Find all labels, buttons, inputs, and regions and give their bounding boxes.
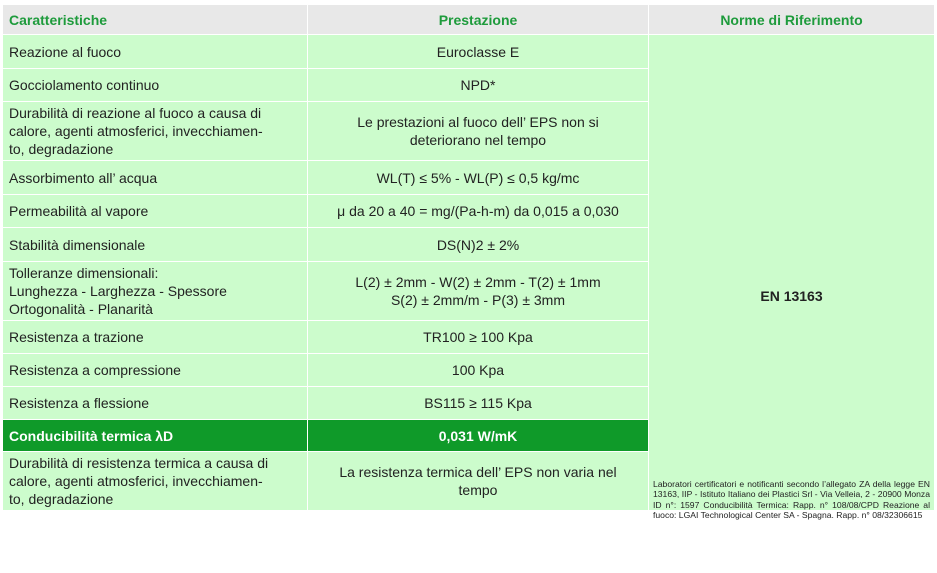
characteristic-text: Durabilità di reazione al fuoco a causa di: [9, 105, 262, 121]
table-body: [3, 35, 935, 521]
characteristic-cell: [3, 228, 308, 262]
characteristic-text: Permeabilità al vapore: [9, 203, 149, 219]
standards-cell: [649, 35, 935, 521]
characteristic-text: Reazione al fuoco: [9, 43, 122, 60]
performance-cell: [308, 420, 649, 452]
performance-text: Euroclasse E: [436, 43, 520, 60]
characteristic-cell: [3, 69, 308, 102]
characteristic-text: Resistenza a compressione: [9, 362, 181, 378]
characteristic-text: Lunghezza - Larghezza - Spessore: [9, 283, 227, 299]
performance-cell: [308, 102, 649, 161]
performance-text: La resistenza termica dell’ EPS non varia nel: [339, 464, 617, 480]
performance-text: WL(T) ≤ 5% - WL(P) ≤ 0,5 kg/mc: [376, 169, 580, 186]
header-standards: Norme di Riferimento: [649, 5, 935, 35]
characteristic-cell: [3, 452, 308, 511]
table-header-row: [3, 5, 935, 35]
specifications-table: [2, 4, 935, 521]
standard-name: EN 13163: [760, 288, 823, 304]
characteristic-cell: [3, 262, 308, 321]
performance-text: TR100 ≥ 100 Kpa: [423, 329, 533, 345]
performance-text: NPD*: [460, 77, 496, 93]
performance-cell: [308, 262, 649, 321]
characteristic-text: Conducibilità termica λD: [9, 427, 174, 444]
performance-cell: [308, 354, 649, 387]
characteristic-text: Tolleranze dimensionali:: [9, 265, 159, 281]
characteristic-cell: [3, 420, 308, 452]
characteristic-text: Gocciolamento continuo: [9, 77, 160, 93]
performance-text: L(2) ± 2mm - W(2) ± 2mm - T(2) ± 1mm: [355, 274, 601, 290]
characteristic-text: calore, agenti atmosferici, invecchiamen-: [9, 123, 263, 139]
performance-text: μ da 20 a 40 = mg/(Pa-h-m) da 0,015 a 0,030: [337, 203, 619, 219]
performance-cell: [308, 321, 649, 354]
characteristic-cell: [3, 387, 308, 420]
characteristic-text: to, degradazione: [9, 491, 114, 507]
certification-note: Laboratori certificatori e notificanti secondo l’allegato ZA della legge EN 13163, IIP - Istituto Italiano dei Plastici Srl - Via Velleia, 2 - 20900 Monza ID n°: 1597 Conducibilità Termica: Rapp. n° 108/08/CPD Reazione al fuoco: LGAI Technological Center SA - Spagna. Rapp. n° 08/32306615: [653, 479, 930, 521]
characteristic-cell: [3, 35, 308, 69]
table-row: [3, 35, 935, 69]
characteristic-text: Resistenza a flessione: [9, 395, 150, 411]
header-performance: Prestazione: [308, 5, 649, 35]
characteristic-text: Ortogonalità - Planarità: [9, 301, 153, 317]
performance-text: Le prestazioni al fuoco dell’ EPS non si: [357, 114, 599, 130]
performance-cell: [308, 228, 649, 262]
performance-text: tempo: [458, 482, 498, 498]
performance-cell: [308, 161, 649, 195]
characteristic-text: Stabilità dimensionale: [9, 236, 146, 253]
characteristic-cell: [3, 102, 308, 161]
characteristic-cell: [3, 161, 308, 195]
characteristic-text: calore, agenti atmosferici, invecchiamen-: [9, 473, 263, 489]
performance-text: 0,031 W/mK: [438, 427, 518, 444]
performance-cell: [308, 35, 649, 69]
characteristic-text: Resistenza a trazione: [9, 329, 144, 345]
characteristic-cell: [3, 354, 308, 387]
header-characteristics: Caratteristiche: [3, 5, 308, 35]
characteristic-text: to, degradazione: [9, 141, 114, 157]
performance-cell: [308, 69, 649, 102]
characteristic-text: Durabilità di resistenza termica a causa di: [9, 455, 269, 471]
performance-text: DS(N)2 ± 2%: [436, 236, 520, 253]
performance-text: 100 Kpa: [451, 362, 505, 378]
performance-cell: [308, 452, 649, 511]
characteristic-cell: [3, 321, 308, 354]
performance-text: BS115 ≥ 115 Kpa: [424, 395, 532, 411]
performance-text: S(2) ± 2mm/m - P(3) ± 3mm: [390, 292, 566, 308]
characteristic-cell: [3, 195, 308, 228]
performance-cell: [308, 195, 649, 228]
performance-cell: [308, 387, 649, 420]
performance-text: deteriorano nel tempo: [409, 132, 547, 148]
characteristic-text: Assorbimento all’ acqua: [9, 169, 158, 186]
standards-wrapper: [649, 35, 934, 521]
